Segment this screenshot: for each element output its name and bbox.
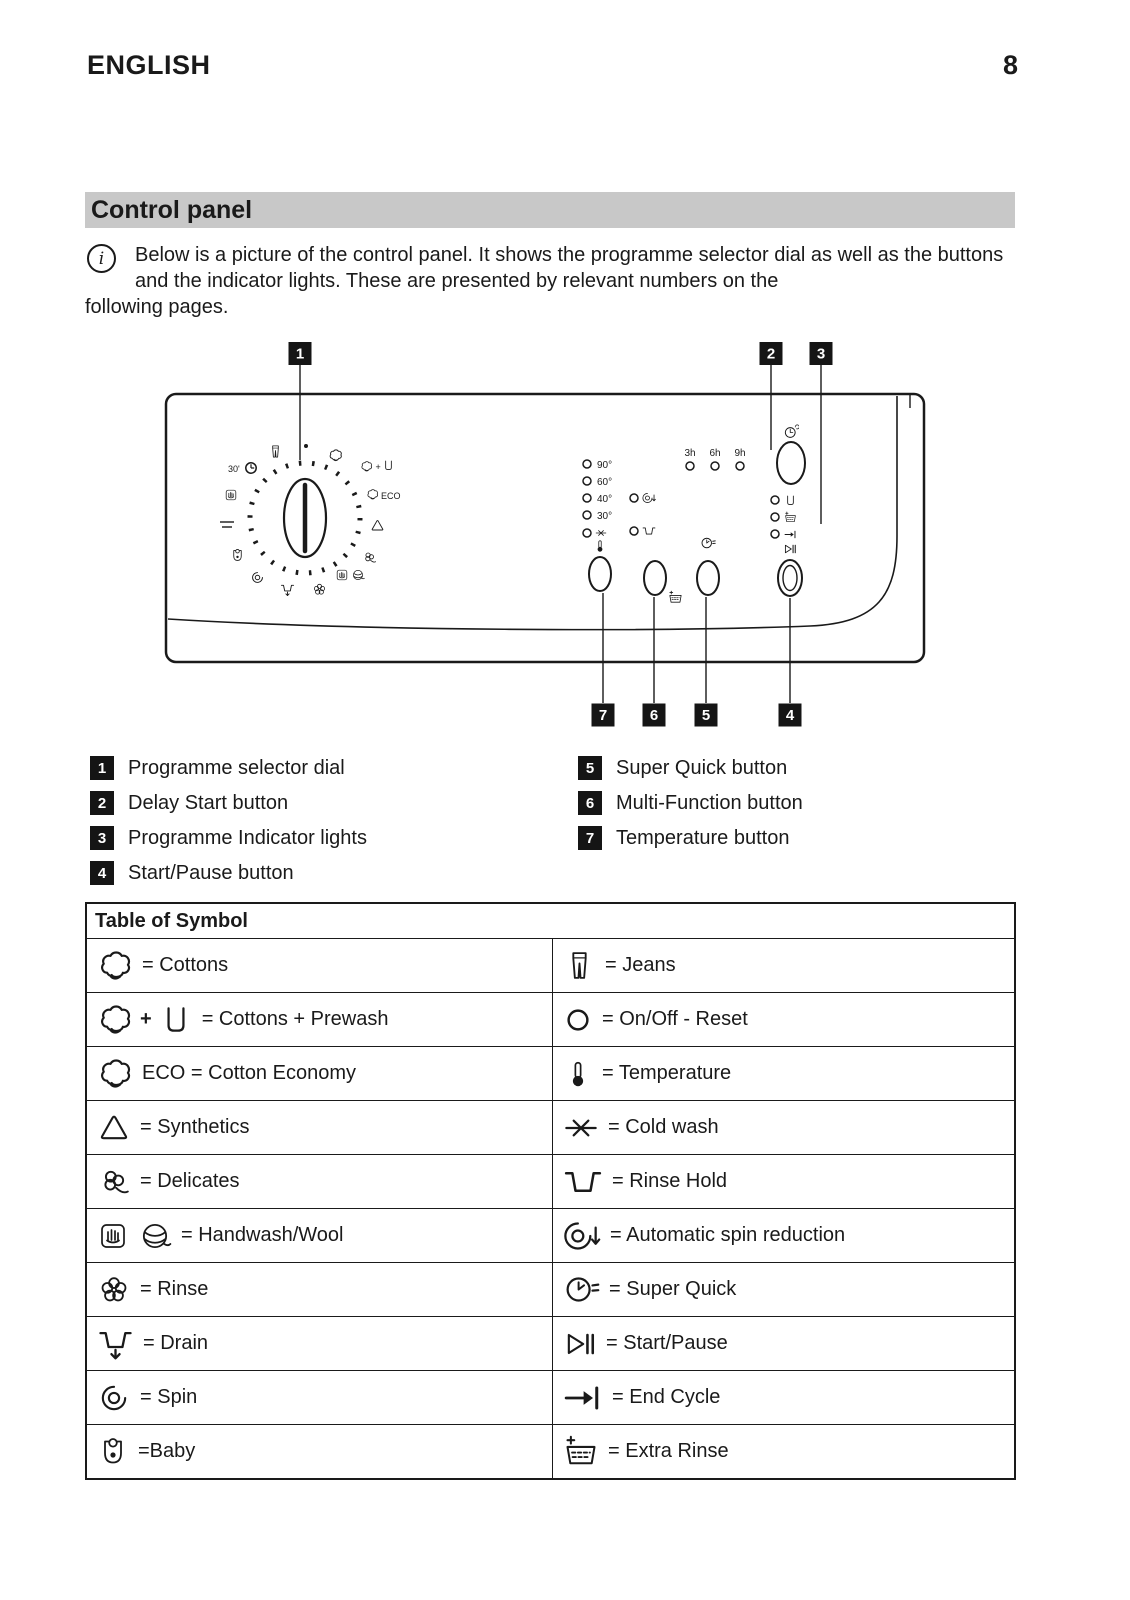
table-cell bbox=[552, 1263, 1014, 1316]
rinse-icon bbox=[314, 584, 324, 594]
legend-item-1 bbox=[90, 756, 367, 780]
cottons-icon bbox=[97, 948, 133, 984]
panel-outline bbox=[166, 394, 924, 662]
super-quick-icon bbox=[563, 1271, 600, 1308]
extra-rinse-icon bbox=[563, 1434, 599, 1470]
table-cell bbox=[552, 1047, 1014, 1100]
symbol-label: = Extra Rinse bbox=[608, 1440, 729, 1462]
rinse-light-icon bbox=[786, 512, 796, 522]
wool-icon bbox=[138, 1219, 172, 1253]
cold-wash-icon bbox=[596, 531, 606, 536]
symbol-label: = Delicates bbox=[140, 1170, 240, 1192]
page-language: ENGLISH bbox=[87, 50, 211, 80]
legend-item-7 bbox=[578, 826, 803, 850]
spin-reduction-icon bbox=[563, 1217, 601, 1255]
legend-label: Super Quick button bbox=[616, 756, 788, 779]
table-row bbox=[87, 1262, 1014, 1316]
table-cell bbox=[552, 1317, 1014, 1370]
easy-iron-icon bbox=[220, 522, 234, 527]
rinse-hold-icon bbox=[563, 1162, 603, 1202]
delicates-icon bbox=[366, 553, 376, 562]
svg-text:1: 1 bbox=[295, 345, 305, 363]
symbol-label: =Baby bbox=[138, 1440, 196, 1462]
multi-function-button bbox=[644, 561, 666, 595]
svg-text:6: 6 bbox=[649, 707, 659, 724]
legend-item-4 bbox=[90, 861, 367, 885]
symbol-label: = Synthetics bbox=[140, 1116, 250, 1138]
cottons-icon bbox=[330, 450, 341, 461]
page-number: 8 bbox=[1002, 50, 1018, 80]
legend-label: Delay Start button bbox=[128, 791, 289, 814]
table-cell bbox=[87, 939, 552, 992]
table-cell bbox=[87, 993, 552, 1046]
callout-1 bbox=[289, 342, 312, 365]
callout-3 bbox=[810, 342, 833, 365]
synthetics-icon bbox=[372, 521, 383, 530]
jeans-icon bbox=[273, 446, 279, 457]
legend-item-5 bbox=[578, 756, 803, 780]
table-cell bbox=[87, 1101, 552, 1154]
legend-label: Start/Pause button bbox=[128, 861, 294, 884]
symbol-label: = Cold wash bbox=[608, 1116, 719, 1138]
quick-30-icon bbox=[228, 463, 256, 474]
svg-text:5: 5 bbox=[701, 707, 711, 724]
spin-icon bbox=[97, 1381, 131, 1415]
legend-label: Programme Indicator lights bbox=[128, 826, 367, 849]
cottons-icon bbox=[97, 1002, 133, 1038]
callout-number: 4 bbox=[90, 861, 114, 885]
prewash-icon bbox=[159, 1003, 193, 1037]
callout-number: 1 bbox=[90, 756, 114, 780]
symbol-label: = Cottons bbox=[142, 954, 229, 976]
callout-number: 7 bbox=[578, 826, 602, 850]
rinse-hold-icon bbox=[643, 528, 655, 534]
super-quick-icon bbox=[702, 538, 715, 548]
callout-number: 5 bbox=[578, 756, 602, 780]
table-cell bbox=[552, 1371, 1014, 1424]
table-row bbox=[87, 1370, 1014, 1424]
svg-text:6h: 6h bbox=[709, 448, 721, 459]
baby-icon bbox=[234, 549, 242, 560]
svg-text:3h: 3h bbox=[684, 448, 696, 459]
legend-column-right bbox=[578, 756, 803, 850]
callout-4 bbox=[779, 704, 802, 727]
handwash-icon bbox=[97, 1220, 129, 1252]
legend-item-2 bbox=[90, 791, 367, 815]
table-cell bbox=[552, 1209, 1014, 1262]
symbol-label: ECO = Cotton Economy bbox=[142, 1062, 356, 1084]
spin-reduction-icon bbox=[643, 493, 655, 502]
end-cycle-icon bbox=[563, 1378, 603, 1418]
symbol-table-title: Table of Symbol bbox=[95, 909, 248, 932]
end-cycle-icon bbox=[785, 531, 795, 538]
section-title-bar bbox=[85, 192, 1015, 228]
handwash-icon bbox=[226, 490, 236, 500]
callout-number: 2 bbox=[90, 791, 114, 815]
callout-7 bbox=[592, 704, 615, 727]
legend-label: Multi-Function button bbox=[616, 791, 803, 814]
on-off-icon bbox=[563, 1005, 593, 1035]
temperature-button bbox=[589, 541, 611, 591]
symbol-label: = Handwash/Wool bbox=[181, 1224, 344, 1246]
svg-text:30': 30' bbox=[228, 464, 240, 474]
programme-selector-dial bbox=[250, 463, 360, 573]
table-cell bbox=[87, 1047, 552, 1100]
svg-text:ECO: ECO bbox=[381, 491, 401, 501]
callout-5 bbox=[695, 704, 718, 727]
symbol-label: = Rinse Hold bbox=[612, 1170, 728, 1192]
super-quick-button bbox=[697, 561, 719, 595]
symbol-label: = Super Quick bbox=[609, 1278, 737, 1300]
callout-lines bbox=[300, 365, 821, 703]
svg-text:9h: 9h bbox=[734, 448, 746, 459]
symbol-label: = Spin bbox=[140, 1386, 198, 1408]
table-cell bbox=[552, 1155, 1014, 1208]
extra-rinse-icon bbox=[670, 591, 681, 602]
start-pause-group bbox=[778, 545, 802, 596]
svg-text:30°: 30° bbox=[597, 511, 613, 522]
table-row bbox=[87, 1208, 1014, 1262]
symbol-label: = End Cycle bbox=[612, 1386, 721, 1408]
intro-text-tail: following pages. bbox=[85, 296, 229, 318]
table-row bbox=[87, 1100, 1014, 1154]
super-quick-group bbox=[697, 538, 719, 595]
callout-number: 3 bbox=[90, 826, 114, 850]
table-row bbox=[87, 938, 1014, 992]
svg-text:+: + bbox=[375, 462, 381, 472]
cotton-eco-icon bbox=[368, 490, 401, 501]
intro-paragraph bbox=[85, 242, 1020, 320]
table-cell bbox=[87, 1155, 552, 1208]
svg-text:3: 3 bbox=[816, 345, 826, 363]
legend-label: Programme selector dial bbox=[128, 756, 345, 779]
symbol-table bbox=[85, 902, 1016, 1480]
svg-text:4: 4 bbox=[785, 707, 795, 724]
table-cell bbox=[552, 993, 1014, 1046]
info-icon bbox=[87, 244, 116, 273]
table-row bbox=[87, 1424, 1014, 1478]
svg-text:2: 2 bbox=[766, 345, 776, 363]
baby-icon bbox=[97, 1436, 129, 1468]
section-title: Control panel bbox=[91, 195, 253, 224]
cottons-icon bbox=[97, 1056, 133, 1092]
delicates-icon bbox=[97, 1165, 131, 1199]
svg-text:7: 7 bbox=[598, 707, 608, 724]
symbol-label: = Automatic spin reduction bbox=[610, 1224, 846, 1246]
legend-column-left bbox=[90, 756, 367, 885]
multi-function-group bbox=[630, 493, 681, 602]
table-cell bbox=[87, 1371, 552, 1424]
info-icon-glyph: i bbox=[98, 248, 105, 269]
svg-text:60°: 60° bbox=[597, 477, 613, 488]
temperature-icon bbox=[598, 541, 603, 552]
callout-2 bbox=[760, 342, 783, 365]
table-row bbox=[87, 1316, 1014, 1370]
symbol-label: = Rinse bbox=[140, 1278, 209, 1300]
spin-icon bbox=[253, 573, 263, 583]
temperature-lights bbox=[583, 460, 612, 537]
rinse-icon bbox=[97, 1273, 131, 1307]
symbol-label: = Temperature bbox=[602, 1062, 732, 1084]
svg-text:90°: 90° bbox=[597, 460, 613, 471]
symbol-label: = On/Off - Reset bbox=[602, 1008, 748, 1030]
temperature-icon bbox=[563, 1059, 593, 1089]
start-pause-icon bbox=[785, 545, 795, 552]
table-cell bbox=[552, 939, 1014, 992]
callout-number: 6 bbox=[578, 791, 602, 815]
legend-item-3 bbox=[90, 826, 367, 850]
drain-icon bbox=[97, 1325, 134, 1362]
intro-text: Below is a picture of the control panel. It shows the programme selector dial as well as the buttons and the indicator lights. These are presented by relevant numbers on the bbox=[135, 244, 1004, 292]
drain-icon bbox=[281, 585, 293, 595]
plus-joiner: + bbox=[140, 1008, 152, 1030]
wash-light-icon bbox=[788, 496, 794, 505]
jeans-icon bbox=[563, 949, 596, 982]
symbol-label: = Drain bbox=[143, 1332, 209, 1354]
table-cell bbox=[87, 1317, 552, 1370]
legend-label: Temperature button bbox=[616, 826, 790, 849]
table-cell bbox=[87, 1263, 552, 1316]
callout-6 bbox=[643, 704, 666, 727]
table-cell bbox=[87, 1425, 552, 1478]
synthetics-icon bbox=[97, 1111, 131, 1145]
delay-start-button bbox=[777, 442, 805, 484]
symbol-label: = Jeans bbox=[605, 954, 676, 976]
table-cell bbox=[552, 1425, 1014, 1478]
symbol-label: = Start/Pause bbox=[606, 1332, 728, 1354]
cold-wash-icon bbox=[563, 1110, 599, 1146]
table-row bbox=[87, 1154, 1014, 1208]
legend-item-6 bbox=[578, 791, 803, 815]
delay-start-icon bbox=[785, 425, 799, 438]
delay-start-group bbox=[684, 425, 805, 484]
table-row bbox=[87, 1046, 1014, 1100]
table-row bbox=[87, 992, 1014, 1046]
table-cell bbox=[87, 1209, 552, 1262]
programme-indicator-lights bbox=[771, 496, 795, 538]
svg-text:40°: 40° bbox=[597, 494, 613, 505]
cottons-prewash-icon bbox=[362, 461, 391, 472]
start-pause-icon bbox=[563, 1327, 597, 1361]
handwash-wool-icon bbox=[337, 570, 364, 580]
symbol-label: = Cottons + Prewash bbox=[201, 1008, 389, 1030]
dial-dot bbox=[304, 444, 308, 448]
control-panel-diagram bbox=[120, 338, 940, 738]
table-cell bbox=[552, 1101, 1014, 1154]
